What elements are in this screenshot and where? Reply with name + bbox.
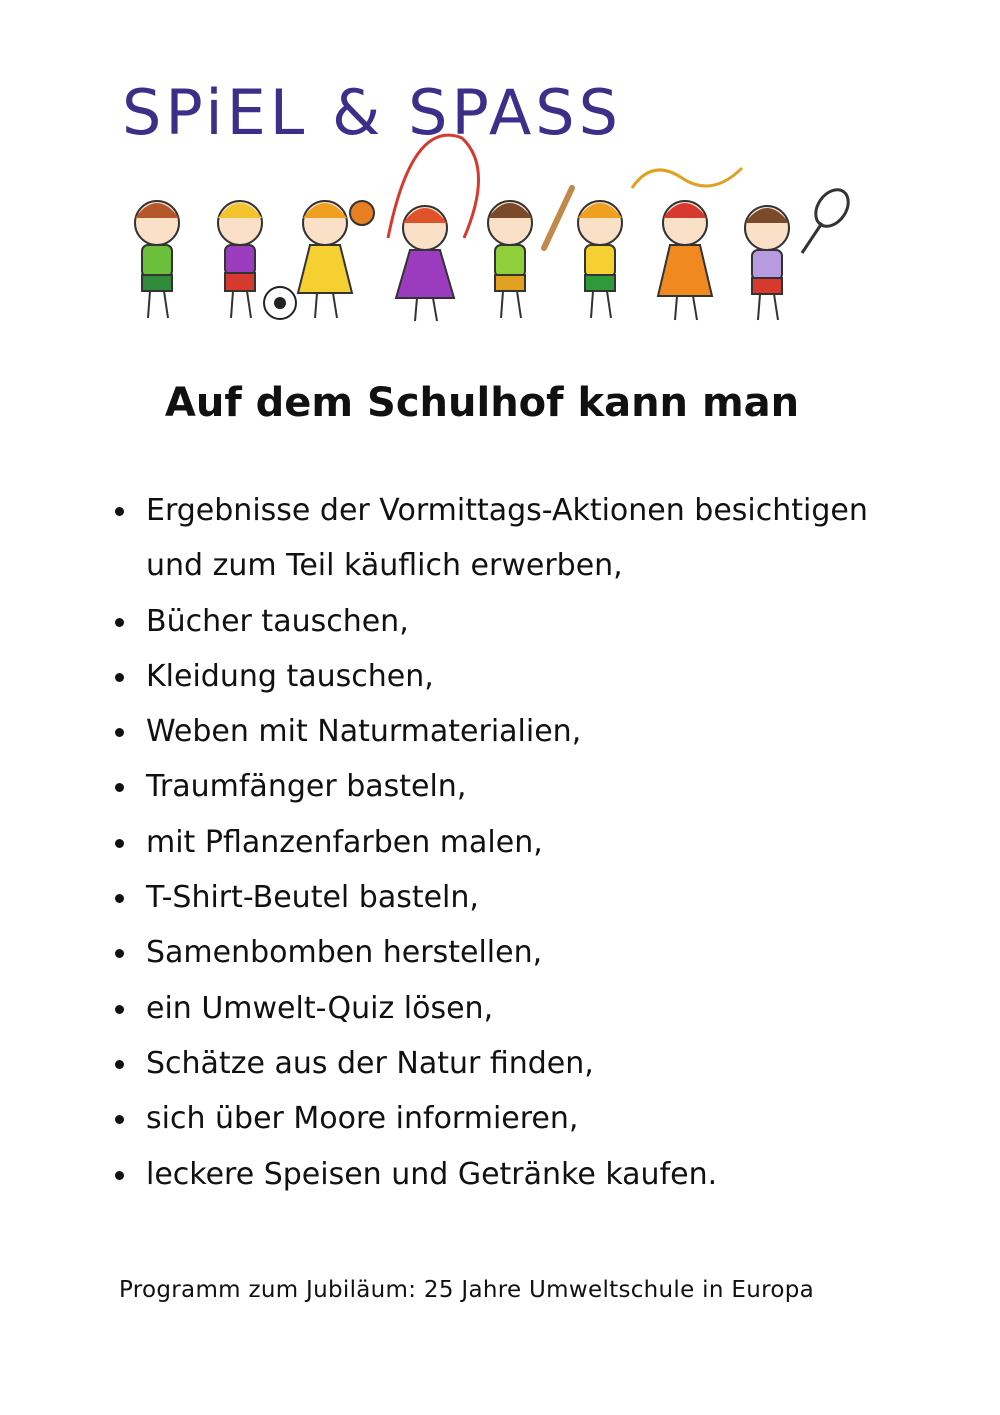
list-item [108,981,868,1036]
list-item-text: ein Umwelt-Quiz lösen, [146,990,494,1026]
list-item [108,925,868,980]
list-item-text: und zum Teil käuflich erwerben, [146,548,623,584]
list-item-continuation [108,538,868,593]
bullet-icon [115,894,124,903]
list-item [108,1147,868,1202]
list-item [108,1036,868,1091]
list-item [108,870,868,925]
bullet-icon [115,839,124,848]
list-item-text: Traumfänger basteln, [146,769,467,805]
list-item-text: Weben mit Naturmaterialien, [146,714,582,750]
activity-list [108,483,868,1202]
page-headline: Auf dem Schulhof kann man [164,380,800,426]
bullet-icon [115,783,124,792]
list-item [108,815,868,870]
list-item-text: mit Pflanzenfarben malen, [146,824,543,860]
logo-title: SPiEL & SPASS [122,76,622,149]
list-item-text: T-Shirt-Beutel basteln, [146,880,479,916]
list-item-text: Samenbomben herstellen, [146,935,543,971]
list-item-text: Schätze aus der Natur finden, [146,1045,594,1081]
footer-note: Programm zum Jubiläum: 25 Jahre Umweltschule in Europa [119,1277,814,1303]
list-item-text: sich über Moore informieren, [146,1101,579,1137]
bullet-icon [115,673,124,682]
list-item-text: Ergebnisse der Vormittags-Aktionen besichtigen [146,493,868,528]
list-item [108,594,868,649]
bullet-icon [115,1005,124,1014]
list-item [108,1091,868,1146]
list-item [108,649,868,704]
bullet-icon [115,1060,124,1069]
bullet-icon [115,728,124,737]
list-item-text: leckere Speisen und Getränke kaufen. [146,1156,718,1192]
list-item [108,483,868,538]
bullet-icon [115,618,124,627]
bullet-icon [115,1171,124,1180]
list-item-text: Kleidung tauschen, [146,658,434,694]
list-item [108,759,868,814]
bullet-icon [115,1115,124,1124]
bullet-icon [115,507,124,516]
spiel-spass-banner [112,78,852,338]
list-item-text: Bücher tauschen, [146,603,409,639]
bullet-icon [115,949,124,958]
list-item [108,704,868,759]
children-illustration [112,128,852,338]
